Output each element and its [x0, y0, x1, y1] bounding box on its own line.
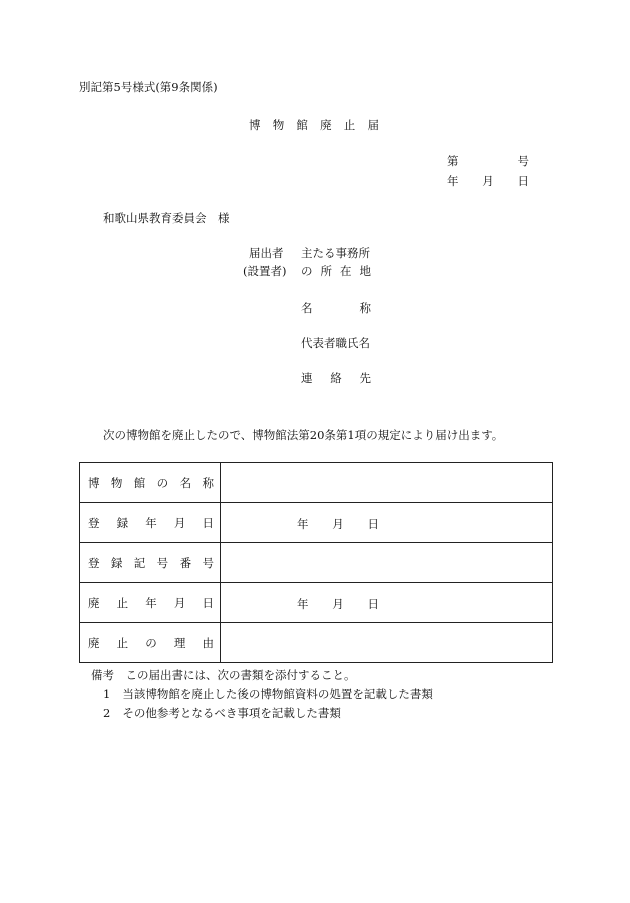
row-label: 登 録 年 月 日: [80, 503, 221, 543]
registration-number-field[interactable]: [221, 543, 553, 583]
details-table: [79, 462, 553, 663]
notes-item-text: 当該博物館を廃止した後の博物館資料の処置を記載した書類: [122, 687, 433, 701]
title-char: 廃: [320, 118, 332, 132]
title-char: 館: [296, 118, 308, 132]
submitter-label: 届出者: [249, 246, 284, 260]
name-label: 名 称: [301, 301, 371, 315]
notes-item-number: 1: [103, 687, 111, 701]
title-char: 止: [343, 118, 356, 132]
title-char: 博: [249, 118, 261, 132]
date-day: 日: [517, 174, 529, 188]
registration-date-field[interactable]: 年 月 日: [221, 503, 553, 543]
addressee: 和歌山県教育委員会 様: [103, 211, 230, 225]
representative-label: 代表者職氏名: [301, 336, 370, 350]
notes-item-text: その他参考となるべき事項を記載した書類: [122, 706, 341, 720]
date-year: 年: [447, 174, 459, 188]
row-label: 登 録 記 号 番 号: [80, 543, 221, 583]
document-date: [447, 176, 529, 188]
document-number: [447, 156, 529, 168]
document-title: [249, 120, 379, 132]
table-row: [80, 623, 553, 663]
row-label: 廃 止 年 月 日: [80, 583, 221, 623]
number-suffix: 号: [517, 154, 529, 168]
office-address-label-1: 主たる事務所: [301, 246, 370, 260]
title-char: 物: [272, 118, 285, 132]
row-label: 廃 止 の 理 由: [80, 623, 221, 663]
submitter-label-sub: (設置者): [243, 264, 287, 278]
notes-item: [103, 708, 341, 720]
title-char: 届: [367, 118, 379, 132]
notes-item: [103, 689, 433, 701]
office-address-label-2: の 所 在 地: [301, 264, 371, 278]
table-row: [80, 503, 553, 543]
form-header: 別記第5号様式(第9条関係): [79, 80, 218, 94]
closure-reason-field[interactable]: [221, 623, 553, 663]
table-row: [80, 583, 553, 623]
row-label: 博 物 館 の 名 称: [80, 463, 221, 503]
statement: 次の博物館を廃止したので、博物館法第20条第1項の規定により届け出ます。: [103, 428, 504, 442]
number-prefix: 第: [447, 154, 459, 168]
table-row: [80, 543, 553, 583]
notes-heading: 備考 この届出書には、次の書類を添付すること。: [91, 668, 356, 682]
closure-date-field[interactable]: 年 月 日: [221, 583, 553, 623]
date-month: 月: [482, 174, 494, 188]
table-row: [80, 463, 553, 503]
notes-item-number: 2: [103, 706, 111, 720]
museum-name-field[interactable]: [221, 463, 553, 503]
contact-label: 連 絡 先: [301, 371, 371, 385]
